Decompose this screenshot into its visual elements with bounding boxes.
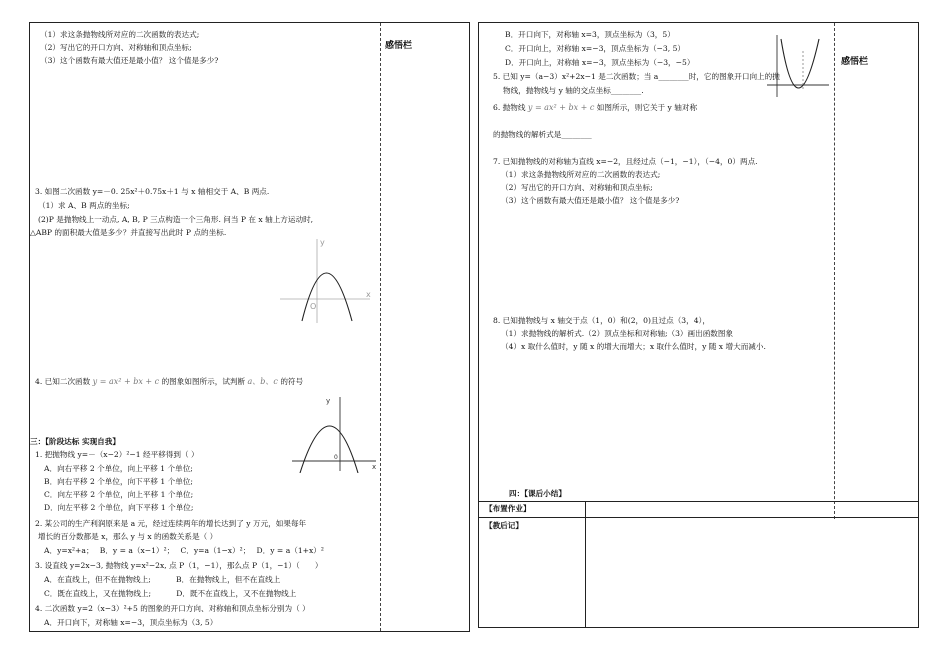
mc1-option-b: B．向右平移 2 个单位，向下平移 1 个单位; bbox=[44, 477, 193, 486]
mc4-option-a: A．开口向下，对称轴 x=−3，顶点坐标为（3, 5） bbox=[44, 618, 218, 627]
q3-parabola-graph bbox=[280, 235, 380, 327]
mc4-stem: 4. 二次函数 y=2（x−3）²+5 的图象的开口方向、对称轴和顶点坐标分别为（ ） bbox=[35, 604, 310, 613]
mc2-stem-b: 增长的百分数都是 x，那么 y 与 x 的函数关系是（ ） bbox=[38, 532, 218, 541]
q3-part-2a: (2)P 是抛物线上一动点, A, B, P 三点构造一个三角形. 问当 P 在 x 轴上方运动时, bbox=[38, 215, 314, 224]
mc3-stem: 3. 设直线 y=2x−3, 抛物线 y=x²−2x, 点 P（1，−1），那么点 P（1，−1）（ ） bbox=[35, 561, 323, 570]
q8-part-1: （1）求抛物线的解析式.（2）顶点坐标和对称轴;（3）画出函数图象 bbox=[501, 329, 734, 338]
mc1-stem: 1. 把抛物线 y=－（x−2）²−1 经平移得到（ ） bbox=[35, 450, 199, 459]
section-3-heading: 三：【阶段达标 实现自我】 bbox=[30, 437, 120, 446]
q6-formula: y = ax² + bx + c bbox=[527, 103, 595, 112]
section-4-heading: 四：【课后小结】 bbox=[509, 489, 566, 498]
q4-origin-label: 0 bbox=[334, 454, 338, 461]
q8-part-2: （4）x 取什么值时，y 随 x 的增大而增大；x 取什么值时，y 随 x 增大而减小. bbox=[501, 342, 766, 351]
q3-part-2b: △ABP 的面积最大值是多少？并直接写出此时 P 点的坐标. bbox=[30, 228, 227, 237]
q4-mid: 的图象如图所示，试判断 bbox=[161, 377, 246, 386]
mc1-option-d: D．向左平移 2 个单位，向下平移 1 个单位; bbox=[44, 503, 194, 512]
left-side-title: 感悟栏 bbox=[385, 41, 413, 51]
q6-pre: 6. 抛物线 bbox=[493, 103, 526, 112]
q4-x-label: x bbox=[372, 463, 377, 471]
q7-part-1: （1）求这条抛物线所对应的二次函数的表达式; bbox=[501, 170, 661, 179]
q2-part-1: （1）求这条抛物线所对应的二次函数的表达式; bbox=[40, 30, 200, 39]
right-side-title: 感悟栏 bbox=[841, 57, 869, 67]
q3-part-1: （1）求 A、B 两点的坐标; bbox=[38, 201, 130, 210]
q5-line-1: 5. 已知 y=（a−3）x²+2x−1 是二次函数；当 a________时，它的图象开口向上的抛 bbox=[493, 72, 780, 81]
table-top-border bbox=[479, 501, 918, 502]
left-column-divider bbox=[380, 23, 381, 631]
mc4-option-d: D．开口向上，对称轴 x=−3，顶点坐标为（−3，−5） bbox=[505, 58, 695, 67]
mc2-options: A．y=x²+a； B．y = a（x−1）²； C．y=a（1−x）²； D．y = a（1+x）² bbox=[44, 546, 324, 555]
q4-parabola-graph bbox=[292, 393, 382, 473]
reflection-label: 【教后记】 bbox=[485, 521, 523, 530]
mc1-option-c: C．向左平移 2 个单位，向上平移 1 个单位; bbox=[44, 490, 194, 499]
q6-line-2: 的抛物线的解析式是________ bbox=[493, 130, 592, 139]
q7-part-2: （2）写出它的开口方向、对称轴和顶点坐标; bbox=[501, 183, 653, 192]
q2-part-3: （3）这个函数有最大值还是最小值？ 这个值是多少? bbox=[40, 56, 219, 65]
q6-stem bbox=[493, 103, 697, 113]
q4-vars: a、b、c bbox=[247, 377, 278, 386]
q8-stem: 8. 已知抛物线与 x 轴交于点（1，0）和(2，0)且过点（3，4）， bbox=[493, 316, 710, 325]
mc1-option-a: A．向右平移 2 个单位，向上平移 1 个单位; bbox=[44, 464, 193, 473]
q7-part-3: （3）这个函数有最大值还是最小值？ 这个值是多少? bbox=[501, 196, 680, 205]
q4-parabola-curve bbox=[300, 426, 358, 473]
q3-parabola-curve bbox=[302, 273, 352, 321]
q6-parabola-graph bbox=[767, 33, 831, 99]
mc4-option-c: C．开口向上，对称轴 x=−3，顶点坐标为（−3, 5） bbox=[505, 44, 686, 53]
mc2-stem-a: 2. 某公司的生产利润原来是 a 元，经过连续两年的增长达到了 y 万元，如果每年 bbox=[35, 519, 307, 528]
q6-parabola-curve bbox=[781, 39, 819, 88]
q5-line-2: 物线，抛物线与 y 轴的交点坐标________. bbox=[503, 86, 644, 95]
mc3-options-cd: C．既在直线上，又在抛物线上; D．既不在直线上，又不在抛物线上 bbox=[44, 589, 297, 598]
q7-stem: 7. 已知抛物线的对称轴为直线 x=−2，且经过点（−1，−1），（−4，0）两点. bbox=[493, 157, 758, 166]
q2-part-2: （2）写出它的开口方向、对称轴和顶点坐标; bbox=[40, 43, 192, 52]
mc3-options-ab: A．在直线上，但不在抛物线上; B．在抛物线上，但不在直线上 bbox=[44, 575, 281, 584]
q3-stem: 3. 如图二次函数 y=－0. 25x²＋0.75x＋1 与 x 轴相交于 A、B 两点. bbox=[35, 187, 270, 196]
q4-pre: 4. 已知二次函数 bbox=[35, 377, 91, 386]
q4-y-label: y bbox=[326, 397, 331, 405]
right-page bbox=[478, 22, 919, 628]
q6-post: 如图所示，则它关于 y 轴对称 bbox=[596, 103, 698, 112]
homework-label: 【布置作业】 bbox=[485, 504, 531, 513]
q4-formula: y = ax² + bx + c bbox=[92, 377, 160, 386]
q3-x-label: x bbox=[366, 290, 371, 299]
q3-origin-label: O bbox=[310, 302, 317, 311]
q3-y-label: y bbox=[320, 238, 325, 247]
homework-row-border bbox=[479, 517, 918, 518]
q4-post: 的符号 bbox=[280, 377, 304, 386]
right-column-divider bbox=[834, 23, 835, 519]
q4-stem bbox=[35, 377, 303, 387]
table-column-divider bbox=[585, 501, 586, 627]
mc4-option-b: B．开口向下，对称轴 x=3，顶点坐标为（3，5） bbox=[505, 30, 675, 39]
left-page bbox=[29, 22, 470, 632]
